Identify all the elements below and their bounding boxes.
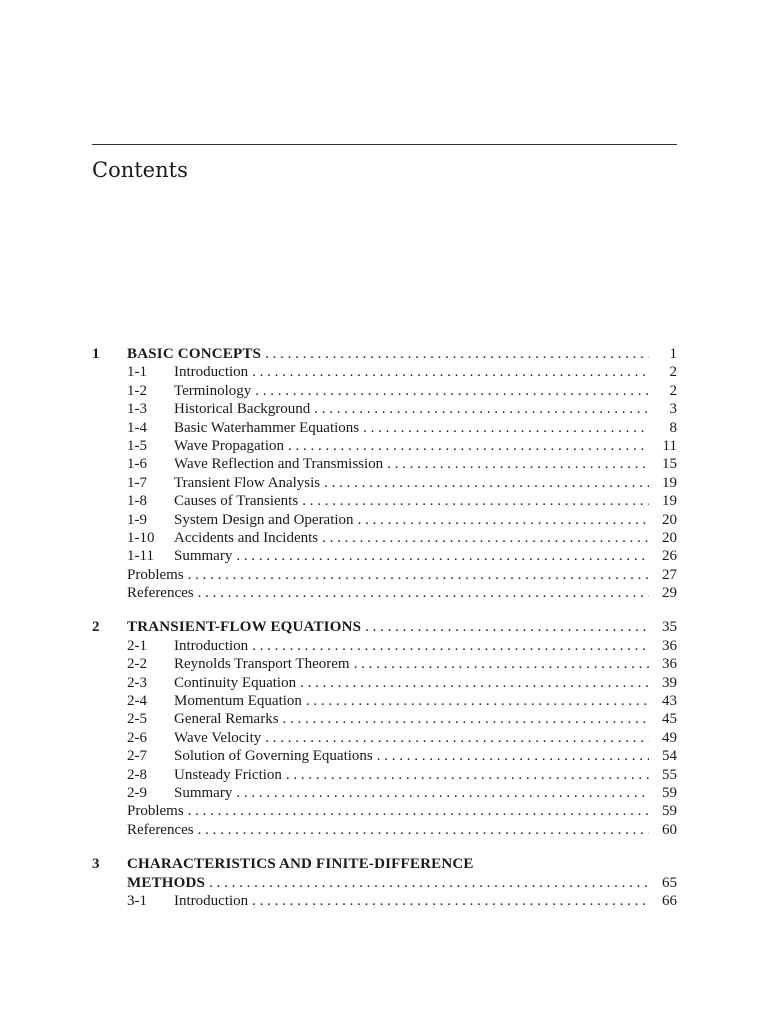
- dot-leader: [300, 674, 649, 692]
- section-number: 1-4: [127, 419, 147, 436]
- section-number: 1-10: [127, 529, 155, 546]
- section-page-number: 3: [669, 401, 677, 418]
- section-page-number: 49: [662, 729, 677, 746]
- dot-leader: [236, 784, 649, 802]
- section-number: 1-2: [127, 382, 147, 399]
- toc-entry-row[interactable]: [92, 655, 677, 673]
- toc-entry-row[interactable]: [92, 547, 677, 565]
- section-title: Solution of Governing Equations: [174, 748, 373, 765]
- section-page-number: 36: [662, 656, 677, 673]
- chapter-title-line2: METHODS: [127, 874, 206, 891]
- dot-leader: [236, 547, 649, 565]
- toc-entry: [127, 455, 677, 473]
- section-title: Unsteady Friction: [174, 766, 282, 783]
- toc-entry: [127, 674, 677, 692]
- toc-entry-row[interactable]: [92, 584, 677, 602]
- section-title: Basic Waterhammer Equations: [174, 419, 360, 436]
- toc-entry-row[interactable]: [92, 766, 677, 784]
- toc-entry-row[interactable]: [92, 821, 677, 839]
- section-title: Problems: [127, 803, 184, 820]
- section-number: 2-7: [127, 748, 147, 765]
- section-number: 1-1: [127, 364, 147, 381]
- page-title: Contents: [92, 158, 188, 182]
- section-title: Wave Velocity: [174, 729, 262, 746]
- toc-entry-row[interactable]: [92, 529, 677, 547]
- toc-entry: [127, 802, 677, 820]
- chapter-heading-line: [127, 855, 677, 873]
- section-number: 2-1: [127, 637, 147, 654]
- toc-entry-row[interactable]: [92, 692, 677, 710]
- section-title: Accidents and Incidents: [174, 529, 319, 546]
- section-title: Summary: [174, 784, 233, 801]
- section-number: 1-6: [127, 456, 147, 473]
- section-page-number: 45: [662, 711, 677, 728]
- chapter-title: BASIC CONCEPTS: [127, 346, 262, 362]
- toc-entry: [127, 784, 677, 802]
- chapter-heading-row[interactable]: [92, 618, 677, 636]
- dot-leader: [358, 511, 649, 529]
- section-title: General Remarks: [174, 711, 279, 728]
- dot-leader: [255, 382, 649, 400]
- section-page-number: 2: [669, 364, 677, 381]
- section-page-number: 39: [662, 674, 677, 691]
- chapter-heading-row[interactable]: [92, 874, 677, 892]
- toc-entry-row[interactable]: [92, 492, 677, 510]
- section-number: 2-9: [127, 784, 147, 801]
- section-number: 2-8: [127, 766, 147, 783]
- section-page-number: 20: [662, 511, 677, 528]
- section-title: Introduction: [174, 892, 249, 909]
- toc-entry-row[interactable]: [92, 729, 677, 747]
- toc-chapter: [92, 618, 677, 839]
- toc-entry: [127, 511, 677, 529]
- toc-entry: [127, 584, 677, 602]
- section-number: 3-1: [127, 892, 147, 909]
- section-title: Introduction: [174, 637, 249, 654]
- toc-entry: [127, 747, 677, 765]
- section-page-number: 19: [662, 493, 677, 510]
- toc-entry: [127, 437, 677, 455]
- section-number: 2-2: [127, 656, 147, 673]
- section-title: Transient Flow Analysis: [174, 474, 321, 491]
- toc-entry: [127, 892, 677, 910]
- toc-entry: [127, 400, 677, 418]
- toc-entry-row[interactable]: [92, 455, 677, 473]
- dot-leader: [283, 710, 649, 728]
- toc-entry-row[interactable]: [92, 892, 677, 910]
- dot-leader: [387, 455, 649, 473]
- toc-entry: [127, 766, 677, 784]
- section-number: 1-8: [127, 493, 147, 510]
- chapter-heading-row[interactable]: [92, 345, 677, 363]
- section-number: 2-5: [127, 711, 147, 728]
- toc-chapter: [92, 855, 677, 910]
- dot-leader: [265, 729, 649, 747]
- toc-entry-row[interactable]: [92, 747, 677, 765]
- dot-leader: [252, 892, 649, 910]
- dot-leader: [198, 584, 649, 602]
- dot-leader: [252, 363, 649, 381]
- section-page-number: 11: [662, 437, 677, 454]
- section-page-number: 27: [662, 566, 677, 583]
- section-title: System Design and Operation: [174, 511, 354, 528]
- chapter-heading-line: [127, 874, 677, 892]
- toc-entry: [127, 474, 677, 492]
- section-title: Introduction: [174, 364, 249, 381]
- dot-leader: [306, 692, 649, 710]
- toc-entry-row[interactable]: [92, 710, 677, 728]
- chapter-page-number: 35: [662, 619, 677, 636]
- table-of-contents: [92, 345, 677, 926]
- toc-entry: [127, 637, 677, 655]
- toc-entry-row[interactable]: [92, 511, 677, 529]
- chapter-page-number: 1: [669, 346, 677, 362]
- section-page-number: 20: [662, 529, 677, 546]
- section-page-number: 29: [662, 585, 677, 602]
- chapter-number: 3: [92, 856, 100, 873]
- toc-entry: [127, 529, 677, 547]
- section-title: Summary: [174, 548, 233, 565]
- dot-leader: [302, 492, 649, 510]
- section-page-number: 59: [662, 784, 677, 801]
- section-number: 1-5: [127, 437, 147, 454]
- toc-entry: [127, 419, 677, 437]
- section-title: Historical Background: [174, 401, 311, 418]
- dot-leader: [286, 766, 649, 784]
- section-page-number: 36: [662, 637, 677, 654]
- section-title: References: [127, 821, 194, 838]
- dot-leader: [377, 747, 649, 765]
- toc-entry-row[interactable]: [92, 474, 677, 492]
- section-title: Wave Propagation: [174, 437, 285, 454]
- dot-leader: [188, 566, 649, 584]
- section-number: 2-6: [127, 729, 147, 746]
- dot-leader: [209, 874, 649, 892]
- dot-leader: [322, 529, 649, 547]
- dot-leader: [365, 618, 649, 636]
- toc-entry-row[interactable]: [92, 637, 677, 655]
- dot-leader: [265, 345, 649, 363]
- toc-entry-row[interactable]: [92, 382, 677, 400]
- dot-leader: [198, 821, 649, 839]
- section-page-number: 15: [662, 456, 677, 473]
- section-page-number: 2: [669, 382, 677, 399]
- section-page-number: 60: [662, 821, 677, 838]
- toc-entry: [127, 566, 677, 584]
- toc-entry-row[interactable]: [92, 363, 677, 381]
- section-number: 2-3: [127, 674, 147, 691]
- section-title: Reynolds Transport Theorem: [174, 656, 350, 673]
- toc-entry: [127, 382, 677, 400]
- section-page-number: 66: [662, 892, 677, 909]
- header-rule: [92, 144, 677, 145]
- section-title: Continuity Equation: [174, 674, 297, 691]
- section-title: Wave Reflection and Transmission: [174, 456, 384, 473]
- section-number: 1-7: [127, 474, 147, 491]
- dot-leader: [324, 474, 649, 492]
- toc-entry-row[interactable]: [92, 419, 677, 437]
- chapter-number: 1: [92, 346, 100, 362]
- toc-entry: [127, 821, 677, 839]
- toc-chapter: [92, 345, 677, 602]
- section-page-number: 43: [662, 693, 677, 710]
- section-page-number: 55: [662, 766, 677, 783]
- chapter-heading-line: [127, 345, 677, 363]
- section-title: Causes of Transients: [174, 493, 299, 510]
- section-page-number: 26: [662, 548, 677, 565]
- section-title: Terminology: [174, 382, 252, 399]
- toc-entry-row[interactable]: [92, 437, 677, 455]
- chapter-title-line1: CHARACTERISTICS AND FINITE-DIFFERENCE: [127, 856, 474, 873]
- toc-entry-row[interactable]: [92, 674, 677, 692]
- toc-entry: [127, 363, 677, 381]
- toc-entry-row[interactable]: [92, 566, 677, 584]
- toc-entry-row[interactable]: [92, 802, 677, 820]
- chapter-heading-row[interactable]: [92, 855, 677, 873]
- section-page-number: 54: [662, 748, 677, 765]
- toc-entry: [127, 692, 677, 710]
- section-number: 2-4: [127, 693, 147, 710]
- section-title: References: [127, 585, 194, 602]
- toc-entry: [127, 655, 677, 673]
- chapter-heading-line: [127, 618, 677, 636]
- section-number: 1-11: [127, 548, 154, 565]
- section-number: 1-3: [127, 401, 147, 418]
- toc-entry-row[interactable]: [92, 784, 677, 802]
- dot-leader: [188, 802, 649, 820]
- section-title: Momentum Equation: [174, 693, 302, 710]
- section-number: 1-9: [127, 511, 147, 528]
- dot-leader: [363, 419, 649, 437]
- chapter-page-number: 65: [662, 874, 677, 891]
- section-title: Problems: [127, 566, 184, 583]
- toc-entry: [127, 547, 677, 565]
- toc-entry: [127, 729, 677, 747]
- chapter-number: 2: [92, 619, 100, 636]
- toc-entry: [127, 492, 677, 510]
- dot-leader: [252, 637, 649, 655]
- toc-entry: [127, 710, 677, 728]
- section-page-number: 19: [662, 474, 677, 491]
- section-page-number: 8: [669, 419, 677, 436]
- dot-leader: [314, 400, 649, 418]
- dot-leader: [354, 655, 649, 673]
- chapter-title: TRANSIENT-FLOW EQUATIONS: [127, 619, 362, 636]
- toc-entry-row[interactable]: [92, 400, 677, 418]
- section-page-number: 59: [662, 803, 677, 820]
- dot-leader: [288, 437, 649, 455]
